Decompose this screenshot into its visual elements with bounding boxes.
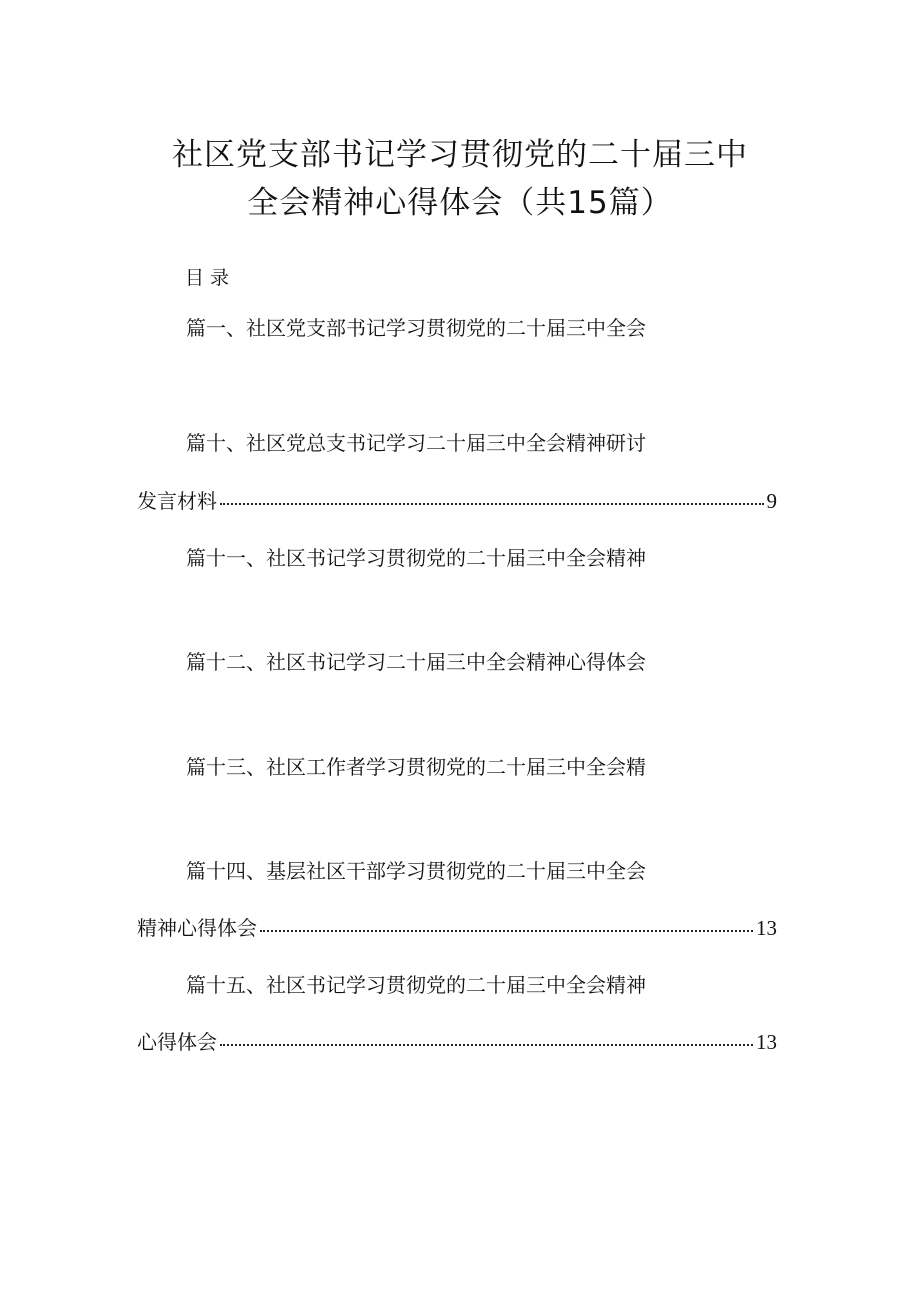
toc-entry[interactable]: 篇一、社区党支部书记学习贯彻党的二十届三中全会	[186, 316, 646, 340]
toc-entry[interactable]: 篇十三、社区工作者学习贯彻党的二十届三中全会精	[186, 755, 646, 779]
toc-dot-leader	[220, 503, 764, 505]
toc-entry[interactable]: 篇十四、基层社区干部学习贯彻党的二十届三中全会	[186, 859, 646, 883]
toc-continuation-text: 心得体会	[137, 1030, 217, 1054]
toc-entry[interactable]: 篇十一、社区书记学习贯彻党的二十届三中全会精神	[186, 546, 646, 570]
toc-entry[interactable]: 篇十五、社区书记学习贯彻党的二十届三中全会精神	[186, 973, 646, 997]
toc-entry[interactable]: 篇十二、社区书记学习二十届三中全会精神心得体会	[186, 650, 646, 674]
toc-dot-leader	[260, 930, 753, 932]
toc-heading: 目录	[185, 267, 236, 289]
toc-continuation-text: 发言材料	[137, 489, 217, 513]
toc-dot-leader	[220, 1044, 753, 1046]
toc-continuation-text: 精神心得体会	[137, 916, 257, 940]
document-title-line-1: 社区党支部书记学习贯彻党的二十届三中	[172, 137, 748, 173]
toc-entry-continuation[interactable]	[137, 918, 777, 939]
toc-page-number: 9	[766, 489, 777, 513]
toc-page-number: 13	[756, 1030, 777, 1054]
document-title-line-2: 全会精神心得体会（共15篇）	[247, 185, 673, 221]
toc-entry-continuation[interactable]	[137, 1032, 777, 1053]
toc-page-number: 13	[756, 916, 777, 940]
toc-entry[interactable]: 篇十、社区党总支书记学习二十届三中全会精神研讨	[186, 431, 646, 455]
toc-entry-continuation[interactable]	[137, 491, 777, 512]
